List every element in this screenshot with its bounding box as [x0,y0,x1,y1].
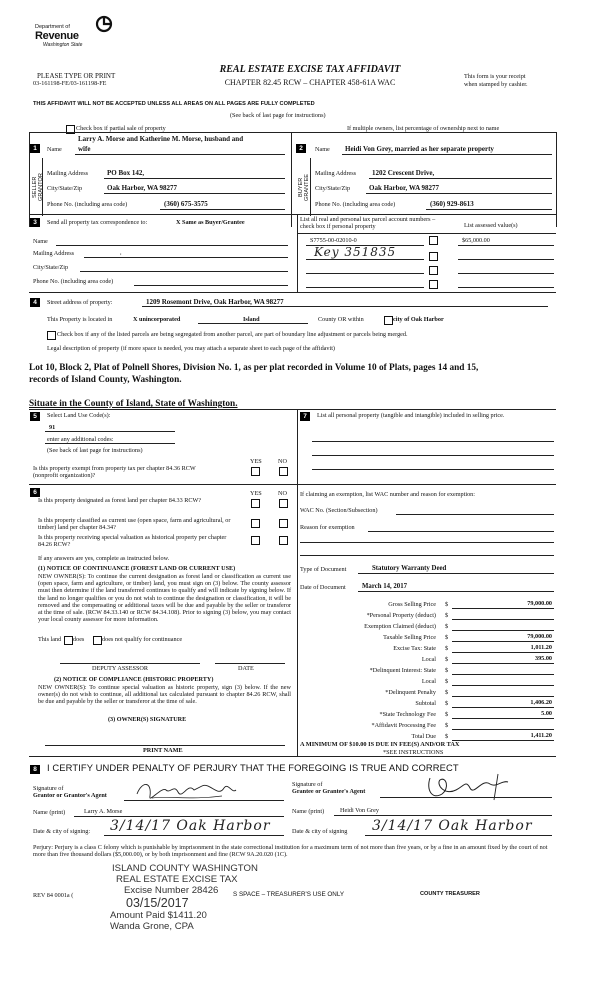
see-back-top: (See back of last page for instructions) [230,112,326,119]
parcel-handwritten: Key 351835 [314,245,397,259]
buyer-name-value: Heidi Von Grey, married as her separate property [345,145,494,153]
seller-name-line1: Larry A. Morse and Katherine M. Morse, husband and [78,135,244,143]
tax-row-line [452,707,554,708]
notice1-title: (1) NOTICE OF CONTINUANCE (FOREST LAND OR CURRENT USE) [38,565,236,572]
tax-row-line [452,729,554,730]
notice2-title: (2) NOTICE OF COMPLIANCE (HISTORIC PROPERTY) [54,676,214,683]
tax-row-line [452,696,554,697]
buyer-side-label: BUYER GRANTEE [298,173,310,201]
stamp-line6: Wanda Grone, CPA [110,921,194,932]
rev-number: REV 84 0001a ( [33,892,74,899]
s6-yes: YES [250,490,262,497]
doc-type-value: Statutory Warranty Deed [372,565,447,572]
certify-statement: I CERTIFY UNDER PENALTY OF PERJURY THAT THE FOREGOING IS TRUE AND CORRECT [47,762,459,773]
tax-row-dollar: $ [445,722,449,729]
tax-row-dollar: $ [445,656,449,663]
section-5-badge: 5 [30,412,40,421]
parcel-header: List all real and personal tax parcel account numbers – check box if personal property [300,216,436,231]
seller-mailing-value: PO Box 142, [107,169,145,177]
land-use-label: Select Land Use Code(s): [47,412,111,419]
grantee-date-hw: 3/14/17 Oak Harbor [372,818,533,834]
grantor-sig-label2: Grantor or Grantor's Agent [33,792,107,799]
reason-label: Reason for exemption [300,524,355,531]
tax-row-line [452,663,554,664]
s3-mailing-label: Mailing Address [33,250,75,257]
land-does-label: This land [38,636,62,643]
form-title: REAL ESTATE EXCISE TAX AFFIDAVIT [219,64,401,75]
tax-row-line [452,674,554,675]
partial-sale-label: Check box if partial sale of property [76,124,166,132]
tax-row-value: 79,000.00 [527,633,552,640]
segregated-checkbox[interactable] [47,331,56,340]
buyer-phone-label: Phone No. (including area code) [315,201,396,208]
does-checkbox[interactable] [64,636,73,645]
stamp-line5: Amount Paid $1411.20 [110,910,207,921]
legal-label: Legal description of property (if more space is needed, you may attach a separate sheet to each page of the affidavit) [47,345,335,352]
legal-line1: Lot 10, Block 2, Plat of Polnell Shores, Division No. 1, as per plat recorded in Volume 10 of Plats, pages 14 and 15, [29,363,479,373]
tax-row-line [452,619,554,620]
tax-row-value: 1,406.20 [530,699,552,706]
assessed-value: $65,000.00 [462,237,490,244]
stamp-line4: 03/15/2017 [126,896,189,910]
parcel-3-personal-checkbox[interactable] [429,266,438,275]
tax-row-label: Excise Tax: State [393,645,436,652]
wac-label: WAC No. (Section/Subsection) [300,507,378,514]
deputy-assessor: DEPUTY ASSESSOR [92,665,148,672]
legal-line2: records of Island County, Washington. [29,375,182,385]
q3-no-checkbox[interactable] [279,536,288,545]
section-1-badge: 1 [30,144,40,153]
tax-row-value: 1,411.20 [530,732,552,739]
tax-row-label: *Affidavit Processing Fee [371,722,436,729]
parcel-number: S7755-00-02010-0 [310,237,357,244]
tax-row-value: 395.00 [534,655,552,662]
tax-row-line [452,652,554,653]
grantee-sig-label2: Grantee or Grantee's Agent [292,788,366,795]
notice2-text: NEW OWNER(S): To continue special valuation as historic property, sign (3) below. If the new owner(s) do not wish to continue, all additional tax calculated pursuant to chapter 84.26 RCW, shall be due and payable by the seller or transferor at the time of sale. [38,684,291,706]
grantee-name-value: Heidi Von Grey [340,807,379,814]
additional-codes: enter any additional codes: [47,436,114,443]
does-not-checkbox[interactable] [93,636,102,645]
tax-row-label: Exemption Claimed (deduct) [364,623,436,630]
q1-forest: Is this property designated as forest land per chapter 84.33 RCW? [38,497,202,504]
owner-signature: (3) OWNER(S) SIGNATURE [108,716,187,723]
tax-row-label: Gross Selling Price [388,601,436,608]
s6-no: NO [278,490,287,497]
same-as-buyer: X Same as Buyer/Grantee [176,219,245,226]
section-3-badge: 3 [30,218,40,227]
tax-row-label: *Personal Property (deduct) [366,612,436,619]
buyer-name-label: Name [315,146,330,153]
please-type: PLEASE TYPE OR PRINT [37,72,116,80]
perjury-notice: Perjury: Perjury is a class C felony which is punishable by imprisonment in the state correctional institution for a maximum term of not more than five years, or by a fine in an amount fixed by the court of not more than five thousand dollars ($5,000.00), or by both imprisonment and fine (RCW 9A.20.020 (1C). [33,844,548,859]
tax-row-label: Local [421,678,436,685]
exempt-yes-checkbox[interactable] [251,467,260,476]
s5-yes: YES [250,458,262,465]
s3-city-label: City/State/Zip [33,264,69,271]
q2-yes-checkbox[interactable] [251,519,260,528]
exempt-no-checkbox[interactable] [279,467,288,476]
county-treasurer: COUNTY TREASURER [420,891,480,897]
minimum-due: A MINIMUM OF $10.00 IS DUE IN FEE(S) AND/OR TAX [300,741,460,748]
tax-row-dollar: $ [445,623,449,630]
seller-side-label: SELLER GRANTOR [32,173,44,201]
section-7-badge: 7 [300,412,310,421]
grantee-date-label: Date & city of signing [292,828,348,835]
s3-name-label: Name [33,238,48,245]
logo-state: Washington State [43,42,83,48]
parcel-4-personal-checkbox[interactable] [429,280,438,289]
tax-row-dollar: $ [445,689,449,696]
tax-row-dollar: $ [445,711,449,718]
doc-type-label: Type of Document [300,566,347,573]
situate-line: Situate in the County of Island, State of Washington. [29,399,238,409]
section-4-badge: 4 [30,298,40,307]
grantor-name-label: Name (print) [33,809,66,816]
section-8-badge: 8 [30,765,40,774]
seller-phone-label: Phone No. (including area code) [47,201,128,208]
q1-no-checkbox[interactable] [279,499,288,508]
tax-row-label: *State Technology Fee [379,711,436,718]
buyer-city-label: City/State/Zip [315,185,351,192]
buyer-mailing-label: Mailing Address [315,170,357,177]
tax-row-label: Taxable Selling Price [383,634,436,641]
doc-date-label: Date of Document [300,584,346,591]
grantee-sig-label1: Signature of [292,781,323,788]
tax-row-line [452,740,554,741]
tax-row-label: *Delinquent Interest: State [369,667,436,674]
dor-logo [35,14,115,54]
tax-row-label: Subtotal [415,700,436,707]
q1-yes-checkbox[interactable] [251,499,260,508]
tax-row-dollar: $ [445,700,449,707]
grantor-sig-label1: Signature of [33,785,64,792]
tax-row-value: 5.00 [541,710,552,717]
s3-phone-label: Phone No. (including area code) [33,278,114,285]
receipt-line2: when stamped by cashier. [464,81,528,88]
seller-city-value: Oak Harbor, WA 98277 [107,184,178,192]
print-name: PRINT NAME [143,747,183,754]
wa-dor-logo-icon [95,15,113,33]
segregated-label: Check box if any of the listed parcels are being segregated from another parcel, are part of boundary line adjustment or parcels being merged. [57,331,408,338]
section-6-badge: 6 [30,488,40,497]
seller-city-label: City/State/Zip [47,185,83,192]
logo-dept: Department of [35,24,70,30]
form-numbers: 03-161198-FE/03-161198-FE [33,80,107,87]
parcel-1-personal-checkbox[interactable] [429,236,438,245]
tax-row-dollar: $ [445,634,449,641]
tax-row-line [452,685,554,686]
q3-historic: Is this property receiving special valuation as historical property per chapter 84.26 RCW? [38,534,227,549]
located-label: This Property is located in [47,316,113,323]
tax-row-dollar: $ [445,678,449,685]
tax-row-label: Total Due [411,733,436,740]
q2-current-use: Is this property classified as current use (open space, farm and agricultural, or timber) land per chapter 84.34? [38,517,231,532]
personal-property-label: List all personal property (tangible and intangible) included in selling price. [317,412,505,419]
seller-name-label: Name [47,146,62,153]
tax-row-value: 1,011.20 [530,644,552,651]
grantee-signature [420,770,530,804]
exempt-question: Is this property exempt from property tax per chapter 84.36 RCW (nonprofit organization)? [33,465,196,480]
buyer-mailing-value: 1202 Crescent Drive, [372,169,435,177]
assessed-header: List assessed value(s) [464,222,518,229]
q3-yes-checkbox[interactable] [251,536,260,545]
street-label: Street address of property: [47,299,113,306]
grantor-date-hw: 3/14/17 Oak Harbor [110,818,271,834]
city-checkbox[interactable] [384,316,393,325]
street-value: 1209 Rosemont Drive, Oak Harbor, WA 98277 [146,298,284,306]
tax-row-dollar: $ [445,612,449,619]
tax-row-dollar: $ [445,667,449,674]
grantee-name-label: Name (print) [292,808,325,815]
tax-row-dollar: $ [445,645,449,652]
grantor-signature [132,776,242,806]
buyer-phone-value: (360) 929-8613 [430,200,474,208]
seller-phone-value: (360) 675-3575 [164,200,208,208]
assessor-date: DATE [238,665,254,672]
grantor-name-value: Larry A. Morse [84,808,123,815]
tax-row-value: 79,000.00 [527,600,552,607]
land-use-value: 91 [49,424,56,431]
city-of: city of Oak Harbor [393,316,444,323]
section-2-badge: 2 [296,144,306,153]
doc-date-value: March 14, 2017 [362,583,407,590]
does-label: does [73,636,85,643]
buyer-city-value: Oak Harbor, WA 98277 [369,184,440,192]
stamp-line3: Excise Number 28426 [124,885,219,896]
send-correspondence-label: Send all property tax correspondence to: [47,219,148,226]
form-chapter: CHAPTER 82.45 RCW – CHAPTER 458-61A WAC [224,78,396,87]
county-value: Island [243,316,260,323]
grantor-date-label: Date & city of signing: [33,828,91,835]
multiple-owners-note: If multiple owners, list percentage of ownership next to name [347,124,500,132]
unincorporated: X unincorporated [133,316,181,323]
tax-row-line [452,608,554,609]
parcel-2-personal-checkbox[interactable] [429,252,438,261]
s5-see-back: (See back of last page for instructions) [47,447,143,454]
stamp-line1: ISLAND COUNTY WASHINGTON [112,863,258,874]
see-instructions: *SEE INSTRUCTIONS [383,749,444,756]
treasurer-space: S SPACE – TREASURER'S USE ONLY [233,891,345,898]
tax-row-dollar: $ [445,601,449,608]
tax-row-label: Local [421,656,436,663]
exemption-label: If claiming an exemption, list WAC number and reason for exemption: [300,491,475,498]
seller-mailing-label: Mailing Address [47,170,89,177]
notice1-text: NEW OWNER(S): To continue the current designation as forest land or classification as current use (open space, farm and agriculture, or timber) land, you must sign on (3) below. The county assessor must then determine if the land transferred continues to qualify and will indicate by signing below. If the land no longer qualifies or you do not wish to continue the designation or classification, it will be removed and the compensating or additional taxes will be due and payable by the seller or transferor at the time of sale. (RCW 84.33.140 or RCW 84.34.108). Prior to signing (3) below, you may contact your local county assessor for more information. [38,573,291,624]
tax-row-dollar: $ [445,733,449,740]
s5-no: NO [278,458,287,465]
s3-mailing-value: , [120,249,122,256]
tax-row-line [452,641,554,642]
does-not-label: does not qualify for continuance [102,636,183,643]
not-accepted-notice: THIS AFFIDAVIT WILL NOT BE ACCEPTED UNLESS ALL AREAS ON ALL PAGES ARE FULLY COMPLETED [33,101,315,107]
logo-name: Revenue [35,30,79,42]
tax-row-line [452,718,554,719]
receipt-line1: This form is your receipt [464,73,526,80]
county-or-within: County OR within [318,316,364,323]
any-yes-note: If any answers are yes, complete as instructed below. [38,555,170,562]
tax-row-line [452,630,554,631]
q2-no-checkbox[interactable] [279,519,288,528]
seller-name-line2: wife [78,145,91,153]
tax-row-label: *Delinquent Penalty [385,689,436,696]
stamp-line2: REAL ESTATE EXCISE TAX [116,874,238,885]
